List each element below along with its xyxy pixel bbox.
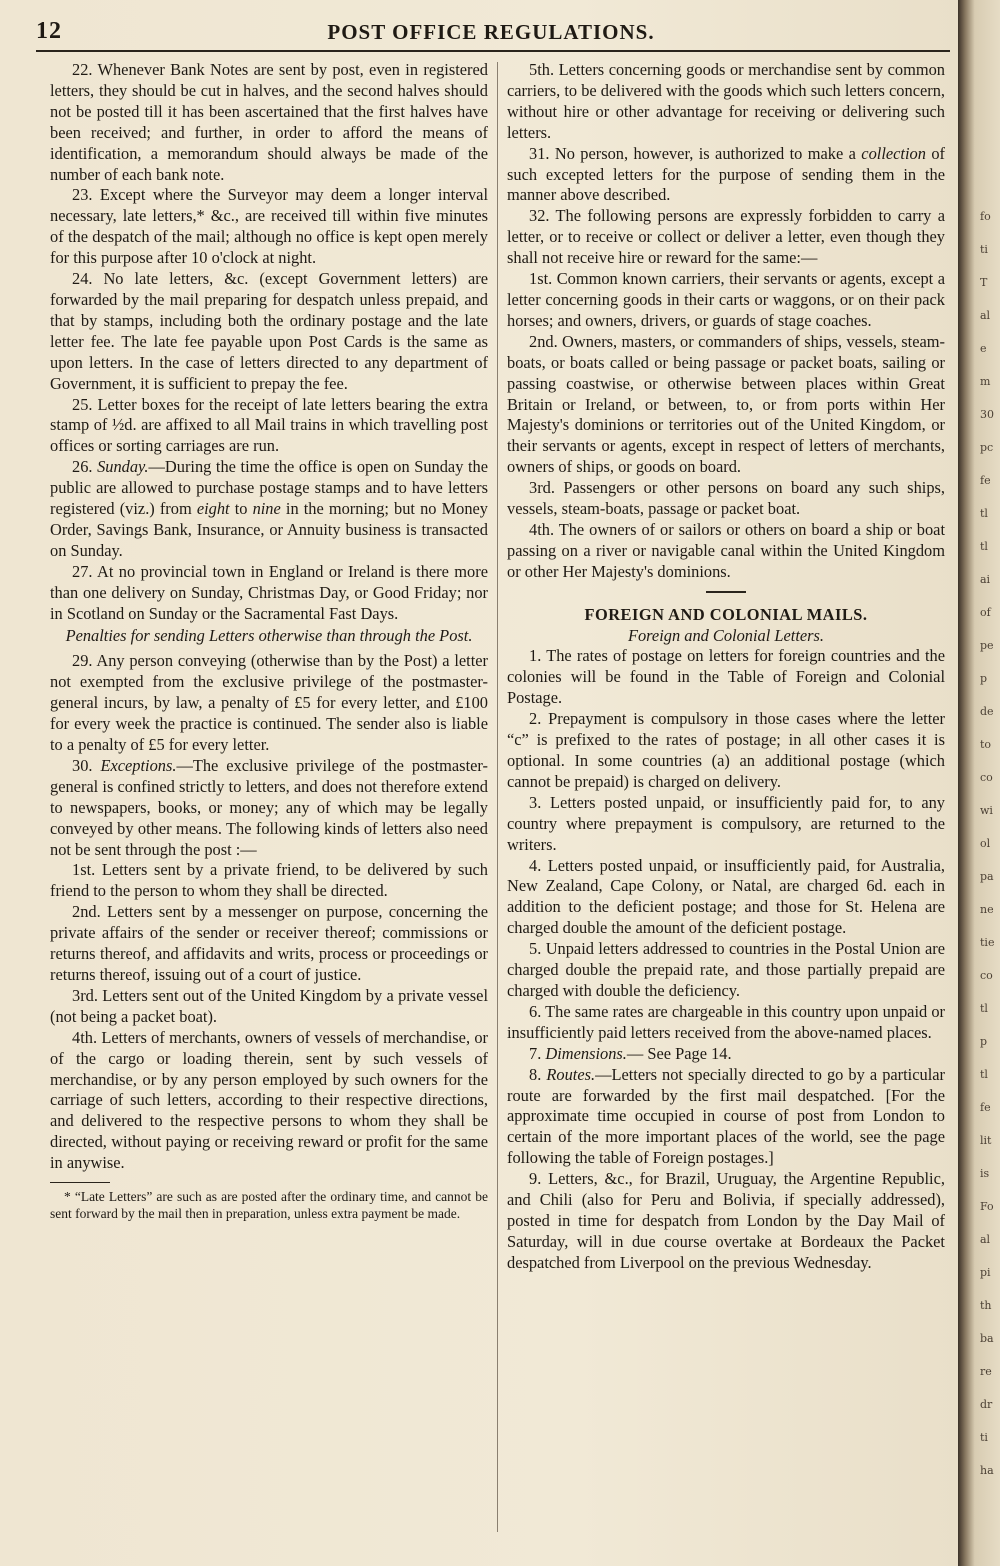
- paragraph-text: in the morning; but no Money Order, Savings Bank, Insurance, or Annuity business is transacted on Sunday.: [50, 499, 489, 560]
- page-title: POST OFFICE REGULATIONS.: [327, 20, 655, 44]
- page-header: [36, 18, 946, 48]
- gutter-fragment: m: [980, 375, 991, 388]
- paragraph-title-exceptions: Exceptions.: [100, 755, 177, 775]
- gutter-fragment: tl: [980, 1068, 988, 1081]
- emphasis-nine: nine: [252, 499, 281, 519]
- paragraph-title-routes: Routes.: [546, 1064, 596, 1084]
- gutter-fragment: ti: [980, 243, 988, 256]
- gutter-fragment: al: [980, 309, 991, 322]
- gutter-fragment: p: [980, 672, 988, 685]
- gutter-fragment: ba: [980, 1332, 994, 1345]
- gutter-fragment: fo: [980, 210, 991, 223]
- gutter-fragment: dr: [980, 1398, 993, 1411]
- paragraph-text: to: [229, 499, 253, 519]
- gutter-fragment: Fo: [980, 1200, 994, 1213]
- paragraph-25: 25. Letter boxes for the receipt of late letters bearing the extra stamp of ½d. are affixed to all Mail trains in which travelling post offices or sorting carriages are run.: [50, 394, 488, 456]
- paragraph-31: [507, 144, 945, 207]
- paragraph-text: —During the time the office is open on Sunday the public are allowed to purchase postage stamps and to have letters registered (viz.) from: [50, 457, 488, 519]
- paragraph-title-sunday: Sunday.: [97, 457, 149, 477]
- exception-1: 1st. Letters sent by a private friend, to be delivered by such friend to the person to whom they shall be directed.: [50, 860, 488, 901]
- header-rule: [36, 50, 950, 52]
- gutter-fragment: of: [980, 606, 991, 619]
- forbidden-2: 2nd. Owners, masters, or commanders of ships, vessels, steam-boats, or boats called or being passage or packet boats, sailing or passing coastwise, or otherwise between places within Great Britain or Ireland, or between, to, or from ports within Her Majesty's dominions or territories out of the United Kingdom, or their servants or agents, except in respect of letters of merchants, owners of ships, or goods on board.: [507, 331, 945, 477]
- paragraph-26: [50, 457, 488, 562]
- exception-4: 4th. Letters of merchants, owners of vessels of merchandise, or of the cargo or loading therein, sent by such vessels of merchandise, or by any person employed by such owners for the carriage of such letters, according to their respective directions, and delivered to the respective persons to whom they shall be directed, without paying or receiving reward or profit for the same in anywise.: [50, 1027, 488, 1173]
- gutter-fragment: wi: [980, 804, 993, 817]
- colonial-4: 4. Letters posted unpaid, or insufficiently paid, for Australia, New Zealand, Cape Colony, or Natal, are charged 6d. each in addition to the deficient postage; and those for St. Helena are charged double the amount of the deficient postage.: [507, 855, 945, 938]
- gutter-fragment: de: [980, 705, 994, 718]
- section-subtitle: Foreign and Colonial Letters.: [627, 625, 825, 645]
- paragraph-text: —The exclusive privilege of the postmaster-general is confined strictly to letters, and does not therefore extend to newspapers, books, or money; any of which may be legally conveyed by other means. The following kinds of letters also need not be sent through the post :—: [50, 755, 488, 859]
- paragraph-number: 30.: [72, 755, 93, 775]
- right-column: [507, 60, 945, 1274]
- exception-3: 3rd. Letters sent out of the United Kingdom by a private vessel (not being a packet boat).: [50, 985, 488, 1026]
- forbidden-4: 4th. The owners of or sailors or others on board a ship or boat passing on a river or navigable canal within the United Kingdom or other Her Majesty's dominions.: [507, 519, 945, 581]
- gutter-fragment: pi: [980, 1266, 991, 1279]
- paragraph-23: 23. Except where the Surveyor may deem a longer interval necessary, late letters,* &c., are received till within five minutes of the despatch of the mail; although no office is kept open merely for this purpose after 10 o'clock at night.: [50, 185, 488, 268]
- gutter-fragment: ol: [980, 837, 991, 850]
- paragraph-22: 22. Whenever Bank Notes are sent by post, even in registered letters, they should be cut in halves, and the second halves should not be posted till it has been ascertained that the first halves have been received; and further, in order to afford the means of identification, a memorandum should always be made of the number of each bank note.: [50, 60, 488, 184]
- colonial-5: 5. Unpaid letters addressed to countries in the Postal Union are charged double the prepaid rate, and those partially prepaid are charged with double the deficiency.: [507, 939, 945, 1000]
- exception-2: 2nd. Letters sent by a messenger on purpose, concerning the private affairs of the sender or receiver thereof; commissions or returns thereof, and affidavits and writs, process or proceedings or returns thereof, issuing out of a court of justice.: [50, 902, 488, 984]
- page-number: 12: [36, 18, 62, 44]
- page-gutter-edge: [958, 0, 1000, 1566]
- section-rule: [706, 591, 746, 593]
- paragraph-title-dimensions: Dimensions.: [545, 1043, 627, 1063]
- paragraph-27: 27. At no provincial town in England or Ireland is there more than one delivery on Sunday, Christmas Day, or Good Friday; nor in Scotland on Sunday or the Sacramental Fast Days.: [50, 561, 488, 623]
- colonial-7: [507, 1044, 945, 1065]
- gutter-fragment: co: [980, 969, 993, 982]
- paragraph-32: 32. The following persons are expressly forbidden to carry a letter, or to receive or collect or deliver a letter, even though they shall not receive hire or reward for the same:—: [507, 206, 945, 268]
- paragraph-number: 26.: [72, 457, 93, 477]
- left-column: [50, 60, 488, 1222]
- gutter-fragment: co: [980, 771, 993, 784]
- gutter-fragment: ha: [980, 1464, 994, 1477]
- paragraph-text: of such excepted letters for the purpose of sending them in the manner above described.: [507, 143, 945, 205]
- footnote: * “Late Letters” are such as are posted after the ordinary time, and cannot be sent forward by the mail then in preparation, unless extra payment be made.: [50, 1189, 488, 1221]
- gutter-fragment: is: [980, 1167, 990, 1180]
- gutter-fragment: lit: [980, 1134, 992, 1147]
- section-title: FOREIGN AND COLONIAL MAILS.: [584, 604, 868, 624]
- emphasis-collection: collection: [861, 143, 926, 163]
- gutter-fragment: ai: [980, 573, 991, 586]
- exception-5: 5th. Letters concerning goods or merchandise sent by common carriers, to be delivered with the goods which such letters concern, without hire or other advantage for receiving or delivering such letters.: [507, 60, 945, 142]
- paragraph-29: 29. Any person conveying (otherwise than by the Post) a letter not exempted from the exclusive privilege of the postmaster-general incurs, by law, a penalty of £5 for every letter, and £100 for every week the practice is continued. The sender also is liable to a penalty of £5 for every letter.: [50, 651, 488, 754]
- gutter-fragment: tl: [980, 507, 988, 520]
- colonial-1: 1. The rates of postage on letters for foreign countries and the colonies will be found in the Table of Foreign and Colonial Postage.: [507, 646, 945, 708]
- gutter-fragment: tie: [980, 936, 995, 949]
- colonial-3: 3. Letters posted unpaid, or insufficiently paid for, to any country where prepayment is compulsory, are returned to the writers.: [507, 792, 945, 854]
- colonial-6: 6. The same rates are chargeable in this country upon unpaid or insufficiently paid letters received from the above-named places.: [507, 1001, 945, 1042]
- gutter-fragment: to: [980, 738, 992, 751]
- footnote-rule: [50, 1182, 110, 1183]
- gutter-fragment: T: [980, 276, 988, 289]
- colonial-9: 9. Letters, &c., for Brazil, Uruguay, the Argentine Republic, and Chili (also for Peru and Bolivia, if specially addressed), posted in time for despatch from London by the Day Mail of Saturday, will in due course overtake at Bordeaux the Packet despatched from Liverpool on the previous Wednesday.: [507, 1169, 945, 1272]
- forbidden-1: 1st. Common known carriers, their servants or agents, except a letter concerning goods in their carts or waggons, or on their pack horses; and owners, drivers, or guards of stage coaches.: [507, 269, 945, 330]
- column-divider: [497, 62, 498, 1532]
- paragraph-30: [50, 756, 488, 861]
- gutter-fragment: tl: [980, 1002, 988, 1015]
- paragraph-text: —Letters not specially directed to go by a particular route are forwarded by the first mail despatched. [For the approximate time occupied in course of post from London to certain of the more important places of the world, see the page following the table of Foreign postages.]: [507, 1064, 945, 1168]
- gutter-fragment: ti: [980, 1431, 988, 1444]
- emphasis-eight: eight: [196, 499, 230, 519]
- gutter-fragment: pc: [980, 441, 994, 454]
- paragraph-text: — See Page 14.: [626, 1043, 732, 1063]
- penalties-heading: Penalties for sending Letters otherwise than through the Post.: [65, 626, 473, 646]
- gutter-fragment: e: [980, 342, 987, 355]
- paragraph-24: 24. No late letters, &c. (except Government letters) are forwarded by the mail preparing for despatch unless prepaid, and that by stamps, including both the ordinary postage and the late letter fee. The late fee payable upon Post Cards is the same as upon letters. In the case of letters directed to any department of Government, it is sufficient to prepay the fee.: [50, 269, 488, 393]
- gutter-fragment: th: [980, 1299, 992, 1312]
- gutter-fragment: 30: [980, 408, 994, 421]
- gutter-fragment: re: [980, 1365, 992, 1378]
- gutter-fragment: fe: [980, 474, 991, 487]
- gutter-fragment: pe: [980, 639, 994, 652]
- forbidden-3: 3rd. Passengers or other persons on board any such ships, vessels, steam-boats, passage or packet boat.: [507, 478, 945, 519]
- gutter-fragment: tl: [980, 540, 988, 553]
- gutter-fragment: fe: [980, 1101, 991, 1114]
- gutter-fragment: al: [980, 1233, 991, 1246]
- gutter-fragment: p: [980, 1035, 988, 1048]
- gutter-fragment: ne: [980, 903, 994, 916]
- gutter-fragment: pa: [980, 870, 994, 883]
- paragraph-number: 8.: [529, 1064, 542, 1084]
- paragraph-text: 31. No person, however, is authorized to make a: [529, 143, 862, 163]
- colonial-2: 2. Prepayment is compulsory in those cases where the letter “c” is prefixed to the rates of postage; in all other cases it is optional. In some countries (a) an additional postage (which cannot be prepaid) is charged on delivery.: [507, 709, 945, 791]
- paragraph-number: 7.: [529, 1043, 542, 1063]
- colonial-8: [507, 1065, 945, 1170]
